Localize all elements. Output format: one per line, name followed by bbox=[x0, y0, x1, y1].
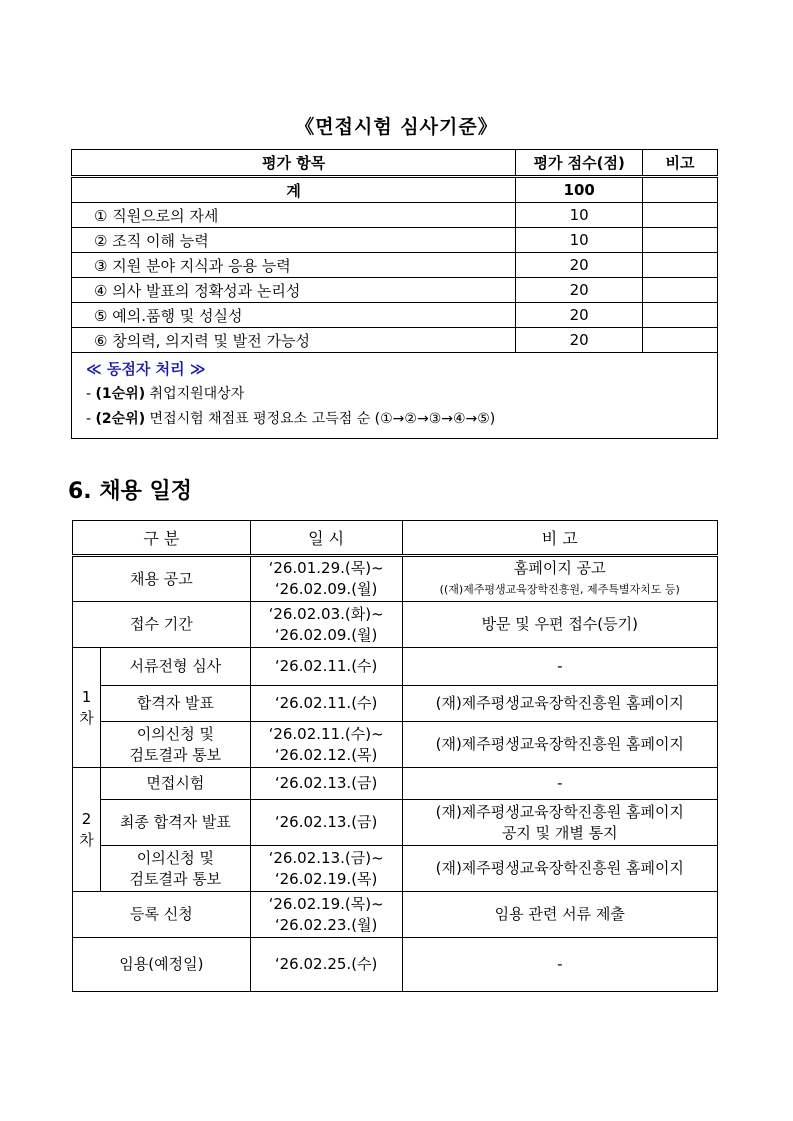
pass-note: (재)제주평생교육장학진흥원 홈페이지 bbox=[402, 686, 717, 722]
interview-label: 면접시험 bbox=[100, 768, 250, 800]
total-row bbox=[72, 177, 718, 203]
receipt-row bbox=[73, 602, 718, 648]
objection2-label bbox=[100, 846, 250, 892]
criteria-item-note bbox=[643, 328, 718, 353]
header-note: 비 고 bbox=[402, 521, 717, 556]
criteria-item-label: ① 직원으로의 자세 bbox=[72, 203, 516, 228]
interview-date: ‘26.02.13.(금) bbox=[250, 768, 402, 800]
criteria-item-score: 20 bbox=[516, 303, 643, 328]
objection1-label bbox=[100, 722, 250, 768]
registration-date-end: ‘26.02.23.(월) bbox=[274, 915, 378, 934]
final-label: 최종 합격자 발표 bbox=[100, 800, 250, 846]
objection2-date-end: ‘26.02.19.(목) bbox=[274, 869, 378, 888]
pass-date: ‘26.02.11.(수) bbox=[250, 686, 402, 722]
criteria-item-score: 20 bbox=[516, 328, 643, 353]
criteria-row bbox=[72, 228, 718, 253]
criteria-item-label: ⑥ 창의력, 의지력 및 발전 가능성 bbox=[72, 328, 516, 353]
total-score: 100 bbox=[516, 177, 643, 203]
total-label: 계 bbox=[72, 177, 516, 203]
objection2-note: (재)제주평생교육장학진흥원 홈페이지 bbox=[402, 846, 717, 892]
objection1-label-line2: 검토결과 통보 bbox=[129, 745, 222, 764]
stage2-label bbox=[73, 768, 101, 892]
tie-break-notes bbox=[72, 353, 718, 439]
criteria-item-note bbox=[643, 228, 718, 253]
announce-label: 채용 공고 bbox=[73, 556, 251, 602]
header-score: 평가 점수(점) bbox=[516, 150, 643, 177]
announce-note-sub: ((재)제주평생교육장학진흥원, 제주특별자치도 등) bbox=[439, 583, 680, 596]
announce-row bbox=[73, 556, 718, 602]
criteria-item-label: ④ 의사 발표의 정확성과 논리성 bbox=[72, 278, 516, 303]
tie-rule-1 bbox=[86, 382, 703, 407]
receipt-date bbox=[250, 602, 402, 648]
header-item: 평가 항목 bbox=[72, 150, 516, 177]
criteria-item-note bbox=[643, 278, 718, 303]
criteria-row bbox=[72, 253, 718, 278]
tie-break-row bbox=[72, 353, 718, 439]
criteria-row bbox=[72, 328, 718, 353]
final-note-line1: (재)제주평생교육장학진흥원 홈페이지 bbox=[435, 802, 684, 821]
pass-label: 합격자 발표 bbox=[100, 686, 250, 722]
criteria-item-label: ⑤ 예의.품행 및 성실성 bbox=[72, 303, 516, 328]
tie-rule-2 bbox=[86, 407, 703, 432]
registration-date-start: ‘26.02.19.(목)~ bbox=[268, 894, 384, 913]
stage1-objection-row bbox=[73, 722, 718, 768]
interview-note: - bbox=[402, 768, 717, 800]
tie-rule-1-prefix: - bbox=[86, 386, 96, 402]
final-date: ‘26.02.13.(금) bbox=[250, 800, 402, 846]
announce-date-start: ‘26.01.29.(목)~ bbox=[268, 559, 384, 577]
objection1-date-end: ‘26.02.12.(목) bbox=[274, 745, 378, 764]
final-note bbox=[402, 800, 717, 846]
objection1-label-line1: 이의신청 및 bbox=[136, 724, 214, 743]
criteria-item-score: 10 bbox=[516, 203, 643, 228]
criteria-header-row bbox=[72, 150, 718, 177]
tie-break-heading: ≪ 동점자 처리 ≫ bbox=[86, 360, 206, 378]
stage2-objection-row bbox=[73, 846, 718, 892]
appointment-note: - bbox=[402, 938, 717, 992]
registration-row bbox=[73, 892, 718, 938]
criteria-row bbox=[72, 278, 718, 303]
appointment-row bbox=[73, 938, 718, 992]
announce-note-main: 홈페이지 공고 bbox=[513, 559, 606, 577]
stage2-label-suffix: 차 bbox=[79, 830, 94, 849]
stage2-interview-row bbox=[73, 768, 718, 800]
tie-rule-2-prefix: - bbox=[86, 411, 96, 427]
schedule-header-row bbox=[73, 521, 718, 556]
registration-label: 등록 신청 bbox=[73, 892, 251, 938]
screening-note: - bbox=[402, 648, 717, 686]
header-date: 일 시 bbox=[250, 521, 402, 556]
receipt-date-start: ‘26.02.03.(화)~ bbox=[268, 604, 384, 623]
receipt-date-end: ‘26.02.09.(월) bbox=[274, 625, 378, 644]
header-category: 구 분 bbox=[73, 521, 251, 556]
stage1-label bbox=[73, 648, 101, 768]
appointment-label: 임용(예정일) bbox=[73, 938, 251, 992]
criteria-table bbox=[71, 149, 718, 439]
stage1-screening-row bbox=[73, 648, 718, 686]
objection1-date-start: ‘26.02.11.(수)~ bbox=[268, 724, 384, 743]
final-note-line2: 공지 및 개별 통지 bbox=[501, 823, 618, 842]
objection2-label-line2: 검토결과 통보 bbox=[129, 869, 222, 888]
objection1-date bbox=[250, 722, 402, 768]
criteria-item-score: 20 bbox=[516, 278, 643, 303]
announce-note bbox=[402, 556, 717, 602]
criteria-title: 《면접시험 심사기준》 bbox=[295, 116, 498, 138]
criteria-row bbox=[72, 203, 718, 228]
tie-rule-2-text: 면접시험 채점표 평정요소 고득점 순 (①→②→③→④→⑤) bbox=[145, 411, 496, 427]
criteria-row bbox=[72, 303, 718, 328]
criteria-item-note bbox=[643, 203, 718, 228]
screening-date: ‘26.02.11.(수) bbox=[250, 648, 402, 686]
criteria-item-score: 20 bbox=[516, 253, 643, 278]
total-note bbox=[643, 177, 718, 203]
stage1-pass-row bbox=[73, 686, 718, 722]
receipt-note: 방문 및 우편 접수(등기) bbox=[402, 602, 717, 648]
stage1-label-suffix: 차 bbox=[79, 708, 94, 727]
schedule-table bbox=[72, 520, 718, 992]
registration-note: 임용 관련 서류 제출 bbox=[402, 892, 717, 938]
criteria-item-score: 10 bbox=[516, 228, 643, 253]
announce-date bbox=[250, 556, 402, 602]
schedule-section-title: 6. 채용 일정 bbox=[68, 479, 192, 504]
registration-date bbox=[250, 892, 402, 938]
stage2-final-row bbox=[73, 800, 718, 846]
tie-rule-1-rank: (1순위) bbox=[95, 386, 146, 402]
tie-rule-1-text: 취업지원대상자 bbox=[145, 386, 245, 402]
screening-label: 서류전형 심사 bbox=[100, 648, 250, 686]
objection2-date-start: ‘26.02.13.(금)~ bbox=[268, 848, 384, 867]
stage1-label-number: 1 bbox=[81, 687, 92, 706]
criteria-item-note bbox=[643, 253, 718, 278]
appointment-date: ‘26.02.25.(수) bbox=[250, 938, 402, 992]
header-note: 비고 bbox=[643, 150, 718, 177]
criteria-item-label: ③ 지원 분야 지식과 응용 능력 bbox=[72, 253, 516, 278]
objection2-date bbox=[250, 846, 402, 892]
criteria-item-note bbox=[643, 303, 718, 328]
announce-date-end: ‘26.02.09.(월) bbox=[274, 580, 378, 598]
stage2-label-number: 2 bbox=[81, 809, 92, 828]
receipt-label: 접수 기간 bbox=[73, 602, 251, 648]
tie-rule-2-rank: (2순위) bbox=[95, 411, 146, 427]
objection2-label-line1: 이의신청 및 bbox=[136, 848, 214, 867]
objection1-note: (재)제주평생교육장학진흥원 홈페이지 bbox=[402, 722, 717, 768]
criteria-item-label: ② 조직 이해 능력 bbox=[72, 228, 516, 253]
